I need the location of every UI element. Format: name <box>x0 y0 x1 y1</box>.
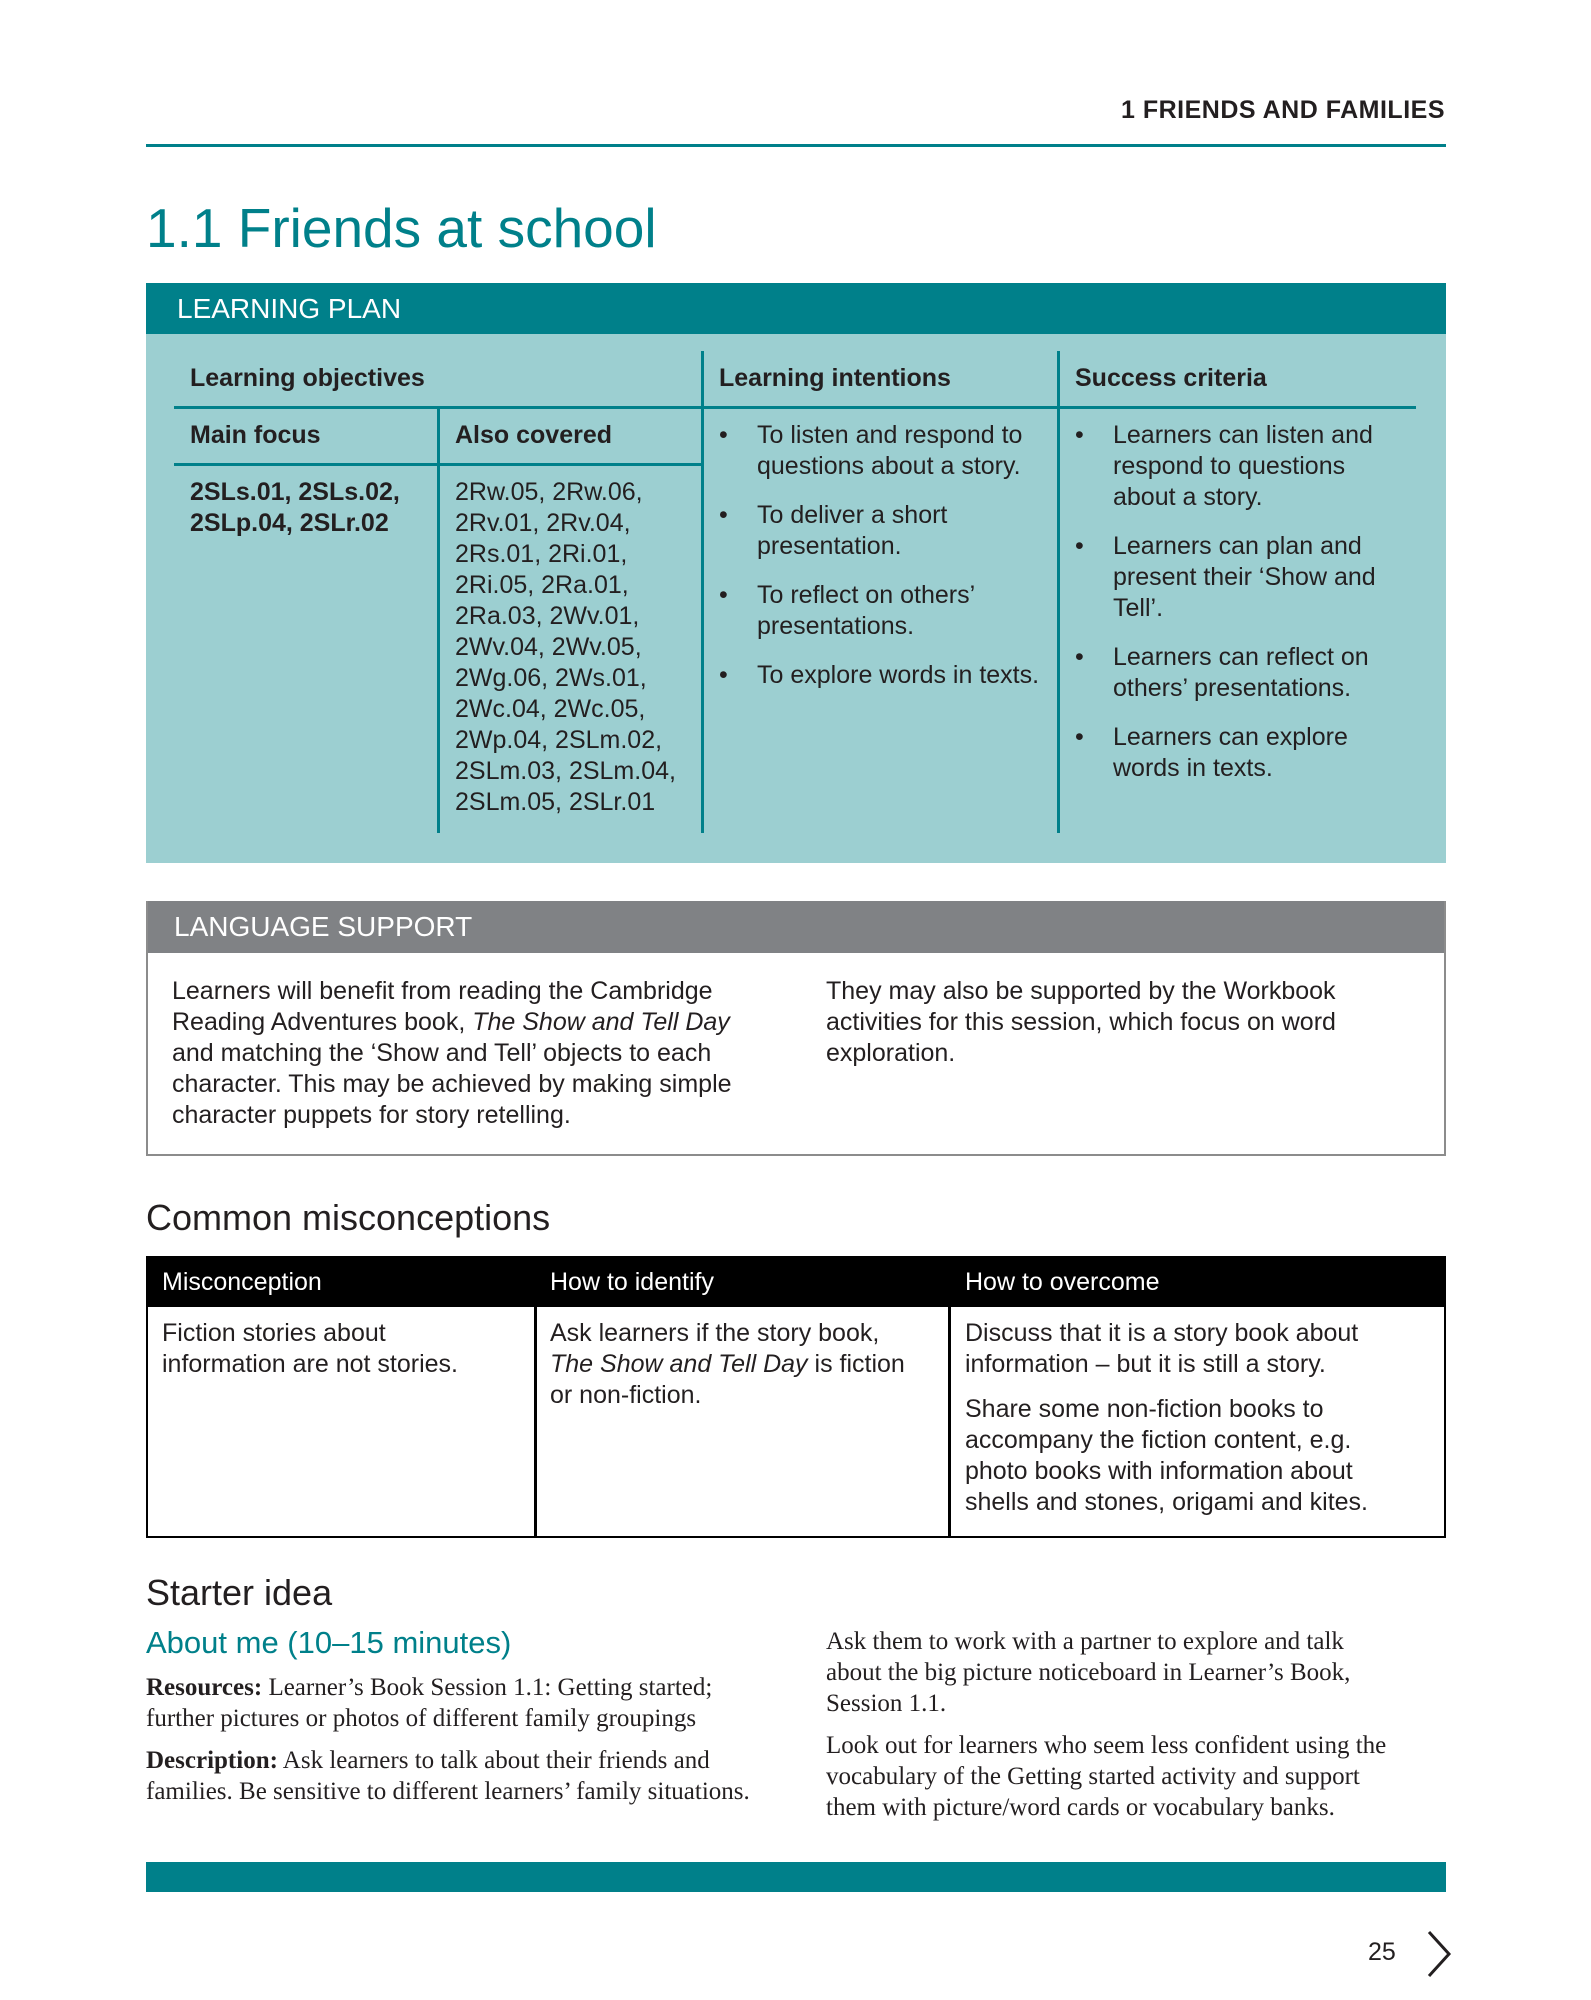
also-covered-codes: 2Rw.05, 2Rw.06, 2Rv.01, 2Rv.04, 2Rs.01, 2Ri.01, 2Ri.05, 2Ra.01, 2Ra.03, 2Wv.01, 2Wv.04, 2Wv.05, 2Wg.06, 2Ws.01, 2Wc.04, 2Wc.05, 2Wp.04, 2SLm.02, 2SLm.03, 2SLm.04, 2SLm.05, 2SLr.01 <box>455 478 676 816</box>
list-item: • To listen and respond to questions about a story. <box>719 420 1054 482</box>
language-support-heading: LANGUAGE SUPPORT <box>148 901 1444 953</box>
chevron-right-icon[interactable] <box>1426 1930 1452 1983</box>
header-how-to-identify: How to identify <box>550 1268 714 1296</box>
sub-also-covered: Also covered <box>455 421 613 449</box>
identify-cell: Ask learners if the story book, The Show and Tell Day is fiction or non-fiction. <box>550 1319 905 1409</box>
starter-left-text: Resources: Learner’s Book Session 1.1: Getting started; further pictures or photos of different family groupings Description: Ask learners to talk about their friends and families. Be sensitive to different learners’ family situations. <box>146 1674 750 1805</box>
list-item: • Learners can plan and present their ‘Show and Tell’. <box>1075 531 1415 624</box>
running-head: 1 FRIENDS AND FAMILIES <box>1121 96 1445 124</box>
overcome-cell: Discuss that it is a story book about information – but it is still a story. Share some non-fiction books to accompany the fiction content, e.g. photo books with information about shells and stones, origami and kites. <box>965 1319 1368 1516</box>
column-divider <box>948 1307 951 1538</box>
learning-plan-box <box>146 283 1446 863</box>
sub-main-focus: Main focus <box>190 421 321 449</box>
list-item: • Learners can explore words in texts. <box>1075 722 1415 784</box>
col-learning-objectives: Learning objectives <box>190 364 425 392</box>
intentions-list <box>719 420 1054 709</box>
misconception-cell: Fiction stories about information are not stories. <box>162 1319 458 1378</box>
page-number: 25 <box>1368 1938 1396 1966</box>
language-support-right: They may also be supported by the Workbook activities for this session, which focus on word exploration. <box>826 977 1336 1067</box>
misconceptions-title: Common misconceptions <box>146 1197 551 1238</box>
header-row-divider <box>174 406 1416 409</box>
column-divider <box>701 351 704 833</box>
language-support-left: Learners will benefit from reading the Cambridge Reading Adventures book, The Show and Tell Day and matching the ‘Show and Tell’ objects to each character. This may be achieved by making simple character puppets for story retelling. <box>172 977 732 1129</box>
starter-right-text: Ask them to work with a partner to explore and talk about the big picture noticeboard in Learner’s Book, Session 1.1. Look out for learners who seem less confident using the vocabulary of the Getting started activity and support them with picture/word cards or vocabulary banks. <box>826 1628 1387 1821</box>
header-misconception: Misconception <box>162 1268 322 1296</box>
main-focus-codes: 2SLs.01, 2SLs.02, 2SLp.04, 2SLr.02 <box>190 478 400 537</box>
list-item: • To reflect on others’ presentations. <box>719 580 1054 642</box>
list-item: • Learners can reflect on others’ presentations. <box>1075 642 1415 704</box>
page-title: 1.1 Friends at school <box>146 197 657 259</box>
subheader-row-divider <box>174 463 701 466</box>
col-learning-intentions: Learning intentions <box>719 364 951 392</box>
header-rule <box>146 144 1446 147</box>
list-item: • Learners can listen and respond to questions about a story. <box>1075 420 1415 513</box>
list-item: • To deliver a short presentation. <box>719 500 1054 562</box>
list-item: • To explore words in texts. <box>719 660 1054 691</box>
misconceptions-table <box>146 1256 1446 1540</box>
column-divider <box>437 407 440 833</box>
header-how-to-overcome: How to overcome <box>965 1268 1160 1296</box>
column-divider <box>1057 351 1060 833</box>
col-success-criteria: Success criteria <box>1075 364 1267 392</box>
learning-plan-heading: LEARNING PLAN <box>146 283 1446 334</box>
footer-bar <box>146 1862 1446 1892</box>
language-support-box <box>146 901 1446 1156</box>
starter-title: Starter idea <box>146 1572 333 1613</box>
starter-subtitle: About me (10–15 minutes) <box>146 1625 512 1660</box>
table-header-row <box>146 1256 1446 1307</box>
criteria-list <box>1075 420 1415 802</box>
column-divider <box>534 1307 537 1538</box>
